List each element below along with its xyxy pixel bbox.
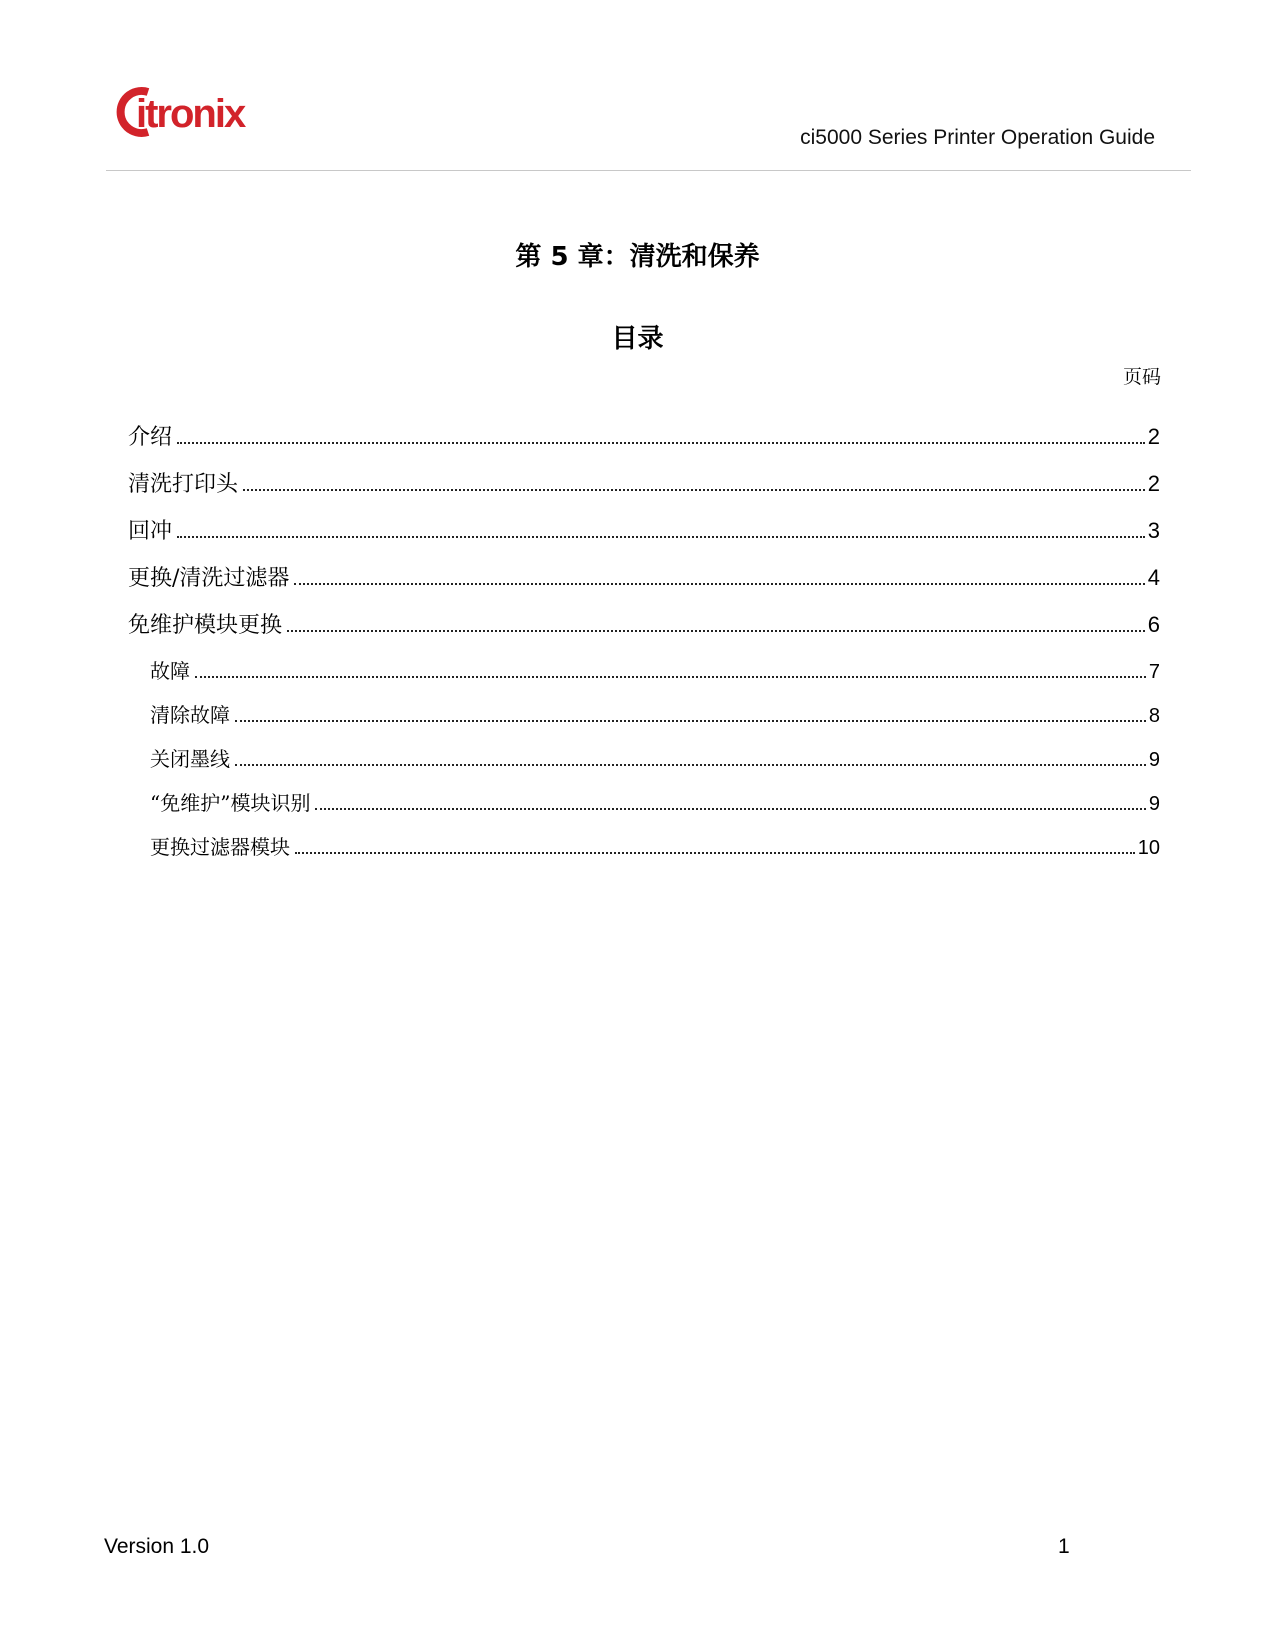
dot-leader — [177, 440, 1145, 444]
dot-leader — [287, 628, 1145, 632]
toc-entry[interactable] — [150, 787, 1160, 816]
toc-entry-label: 介绍 — [128, 425, 173, 450]
toc-entry[interactable] — [128, 467, 1160, 498]
citronix-logo — [112, 82, 282, 142]
toc-entry-page: 9 — [1148, 793, 1160, 815]
toc-entry-page: 9 — [1148, 749, 1160, 771]
toc-entry[interactable] — [150, 699, 1160, 728]
toc-entry-label: 更换/清洗过滤器 — [128, 566, 290, 591]
toc-entry[interactable] — [128, 561, 1160, 592]
toc-entry[interactable] — [128, 608, 1160, 639]
toc-entry-label: 更换过滤器模块 — [150, 835, 290, 859]
toc-entry[interactable] — [150, 743, 1160, 772]
header-divider — [106, 170, 1191, 171]
toc-entry-label: “免维护”模块识别 — [150, 791, 311, 815]
footer-page-number: 1 — [1058, 1535, 1070, 1558]
toc-entry-page: 10 — [1137, 837, 1160, 859]
chapter-title: 第 5 章：清洗和保养 — [515, 242, 760, 272]
toc-entry-page: 2 — [1147, 471, 1160, 496]
dot-leader — [235, 718, 1146, 722]
toc-entry-label: 免维护模块更换 — [128, 613, 283, 638]
svg-text:itronix: itronix — [136, 92, 245, 136]
dot-leader — [295, 850, 1135, 854]
toc-entry-page: 3 — [1147, 518, 1160, 543]
toc-heading: 目录 — [611, 324, 664, 354]
toc-entry-page: 7 — [1148, 661, 1160, 683]
toc-entry-label: 故障 — [150, 659, 190, 683]
footer-version: Version 1.0 — [104, 1535, 210, 1558]
dot-leader — [177, 534, 1145, 538]
toc-entry[interactable] — [128, 420, 1160, 451]
toc-entry[interactable] — [150, 831, 1160, 860]
toc-entry-label: 清除故障 — [150, 703, 230, 727]
dot-leader — [243, 487, 1145, 491]
document-title: ci5000 Series Printer Operation Guide — [800, 126, 1155, 149]
toc-entry[interactable] — [150, 655, 1160, 684]
dot-leader — [294, 581, 1144, 585]
toc-entry-page: 4 — [1147, 565, 1160, 590]
dot-leader — [195, 674, 1146, 678]
page-column-label: 页码 — [1122, 366, 1161, 388]
toc-entry[interactable] — [128, 514, 1160, 545]
toc-entry-page: 2 — [1147, 424, 1160, 449]
toc-entry-label: 关闭墨线 — [150, 747, 230, 771]
toc-entry-page: 6 — [1147, 612, 1160, 637]
dot-leader — [235, 762, 1146, 766]
dot-leader — [315, 806, 1145, 810]
toc-entry-page: 8 — [1148, 705, 1160, 727]
toc-entry-label: 回冲 — [128, 519, 173, 544]
toc-entry-label: 清洗打印头 — [128, 472, 239, 497]
